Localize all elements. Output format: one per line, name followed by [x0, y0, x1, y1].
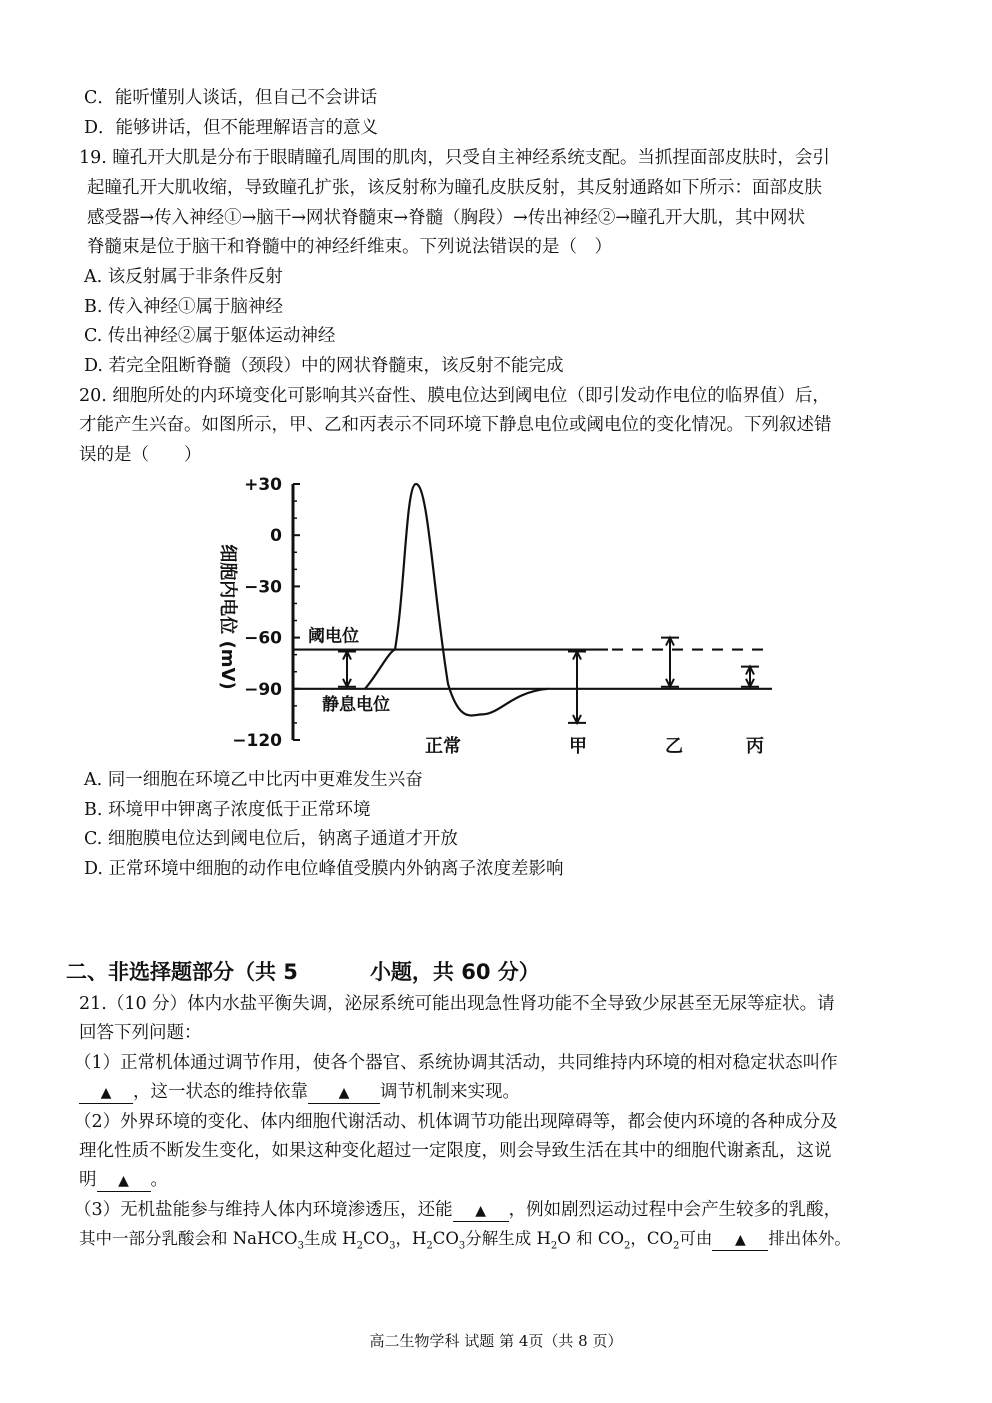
q21-part3-text-mid: ，例如剧烈运动过程中会产生较多的乳酸，	[508, 1200, 842, 1220]
y-tick-label: −120	[232, 731, 282, 751]
subscript: 3	[297, 1240, 304, 1252]
q21-text: ，H	[395, 1229, 427, 1248]
q21-part3-line1	[74, 1198, 841, 1222]
q21-part3-line2	[79, 1227, 851, 1258]
q18-option-d: D．能够讲话，但不能理解语言的意义	[84, 118, 379, 138]
subscript: 2	[623, 1240, 631, 1252]
q20-stem-line1: 20. 细胞所处的内环境变化可影响其兴奋性、膜电位达到阈电位（即引发动作电位的临界值）后，	[79, 386, 830, 406]
action-potential-curve	[365, 484, 548, 715]
section-2-title	[66, 956, 540, 986]
q21-part1-text-end: 调节机制来实现。	[380, 1082, 520, 1102]
q21-part2-line3	[79, 1168, 168, 1192]
q20-stem-line2: 才能产生兴奋。如图所示，甲、乙和丙表示不同环境下静息电位或阈电位的变化情况。下列叙述错	[79, 415, 832, 435]
q20-option-a: A. 同一细胞在环境乙中比丙中更难发生兴奋	[84, 770, 423, 790]
env-bing-arrow	[741, 667, 759, 687]
section-2-title-part1: 二、非选择题部分（共 5	[66, 960, 298, 984]
condition-label: 甲	[569, 736, 587, 757]
q19-stem-line2: 起瞳孔开大肌收缩，导致瞳孔扩张，该反射称为瞳孔皮肤反射，其反射通路如下所示：面部皮肤	[87, 178, 822, 198]
answer-blank[interactable]: ▲	[97, 1171, 151, 1192]
q19-stem-line4: 脊髓束是位于脑干和脊髓中的神经纤维束。下列说法错误的是（ ）	[87, 237, 612, 257]
membrane-potential-chart	[0, 470, 992, 770]
condition-label: 乙	[665, 736, 683, 757]
q19-option-c: C. 传出神经②属于躯体运动神经	[84, 326, 336, 346]
q21-part2-text-end: 。	[150, 1170, 168, 1190]
threshold-label: 阈电位	[308, 626, 359, 647]
page-footer: 高二生物学科 试题 第 4页（共 8 页）	[369, 1332, 623, 1350]
answer-blank[interactable]: ▲	[308, 1083, 380, 1104]
section-2-title-part2: 小题，共 60 分）	[369, 960, 540, 984]
q21-part2-line2: 理化性质不断发生变化，如果这种变化超过一定限度，则会导致生活在其中的细胞代谢紊乱，这说	[79, 1141, 832, 1161]
subscript: 2	[356, 1240, 363, 1252]
condition-label: 丙	[746, 736, 764, 757]
subscript: 2	[550, 1240, 558, 1252]
q21-part1-line2	[79, 1080, 520, 1104]
subscript: 2	[426, 1240, 433, 1252]
q21-stem-line1: 21.（10 分）体内水盐平衡失调，泌尿系统可能出现急性肾功能不全导致少尿甚至无尿等症状。请	[79, 994, 835, 1014]
q21-part3-text: （3）无机盐能参与维持人体内环境渗透压，还能	[74, 1200, 453, 1220]
q21-text: 其中一部分乳酸会和 NaHCO	[79, 1229, 298, 1248]
q21-text: ，CO	[630, 1229, 673, 1248]
q21-text: O 和 CO	[557, 1229, 624, 1248]
env-jia-arrow	[568, 652, 586, 723]
q20-option-d: D. 正常环境中细胞的动作电位峰值受膜内外钠离子浓度差影响	[84, 859, 564, 879]
resting-label: 静息电位	[322, 694, 390, 715]
q19-stem-line3: 感受器→传入神经①→脑干→网状脊髓束→脊髓（胸段）→传出神经②→瞳孔开大肌，其中网状	[87, 208, 805, 228]
y-tick-label: 0	[270, 526, 282, 547]
y-tick-label: +30	[244, 475, 282, 495]
q19-option-b: B. 传入神经①属于脑神经	[84, 297, 283, 317]
y-tick-label: −30	[244, 577, 282, 598]
q18-option-c: C．能听懂别人谈话，但自己不会讲话	[84, 88, 378, 108]
answer-blank[interactable]: ▲	[79, 1083, 133, 1104]
q21-stem-line2: 回答下列问题：	[79, 1023, 202, 1043]
subscript: 2	[673, 1240, 680, 1252]
q21-part2-line1: （2）外界环境的变化、体内细胞代谢活动、机体调节功能出现障碍等，都会使内环境的各种成分及	[74, 1112, 838, 1132]
q19-option-d: D. 若完全阻断脊髓（颈段）中的网状脊髓束，该反射不能完成	[84, 356, 564, 376]
q20-stem-line3: 误的是（ ）	[79, 445, 202, 465]
q21-text: 分解生成 H	[465, 1229, 551, 1248]
answer-blank[interactable]: ▲	[712, 1230, 768, 1251]
normal-gap-arrow	[338, 652, 356, 687]
q21-text: CO	[432, 1229, 459, 1248]
q21-part1-text: ，这一状态的维持依靠	[133, 1082, 308, 1102]
q21-text: 生成 H	[303, 1229, 357, 1248]
q19-stem-line1: 19. 瞳孔开大肌是分布于眼睛瞳孔周围的肌肉，只受自主神经系统支配。当抓捏面部皮肤时，会引	[79, 148, 830, 168]
q21-text: 可由	[679, 1229, 713, 1248]
q21-text: CO	[362, 1229, 390, 1248]
condition-label: 正常	[425, 736, 461, 757]
q20-option-b: B. 环境甲中钾离子浓度低于正常环境	[84, 800, 371, 820]
q20-option-c: C. 细胞膜电位达到阈电位后，钠离子通道才开放	[84, 829, 458, 849]
q21-part2-text: 明	[79, 1170, 97, 1190]
q21-text: 排出体外。	[768, 1229, 851, 1248]
subscript: 3	[389, 1240, 396, 1252]
subscript: 3	[458, 1240, 466, 1252]
y-tick-label: −60	[244, 628, 282, 649]
env-yi-arrow	[661, 638, 679, 687]
answer-blank[interactable]: ▲	[453, 1201, 509, 1222]
y-axis-label: 细胞内电位 (mV)	[217, 544, 238, 690]
y-tick-label: −90	[244, 679, 282, 700]
q21-part1-line1: （1）正常机体通过调节作用，使各个器官、系统协调其活动，共同维持内环境的相对稳定状态叫作	[74, 1053, 838, 1073]
q19-option-a: A. 该反射属于非条件反射	[84, 267, 283, 287]
